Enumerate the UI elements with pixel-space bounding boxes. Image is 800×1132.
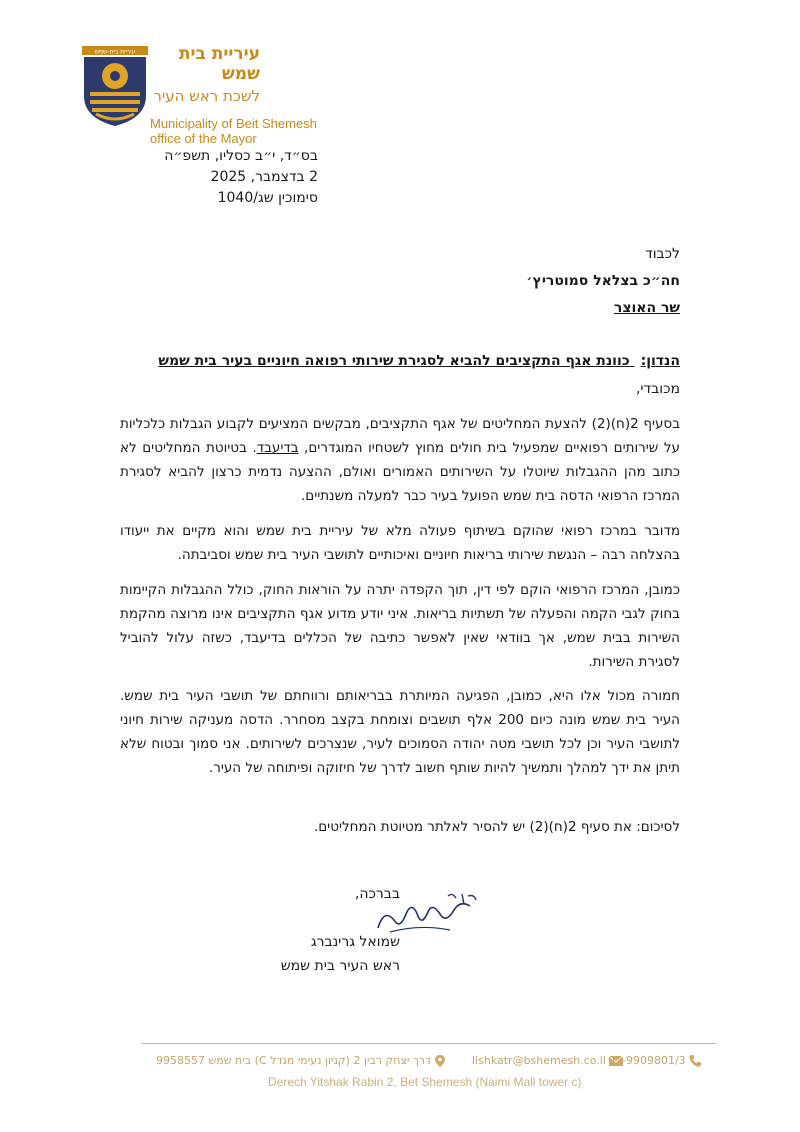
subject-text: כוונת אגף התקציבים להביא לסגירת שירותי רפואה חיוניים בעיר בית שמש bbox=[158, 353, 630, 369]
reference-number: סימוכין שג/1040 bbox=[217, 190, 318, 206]
signature-block bbox=[240, 882, 400, 978]
paragraph-1-start: בסעיף 2(ח)(2) להצעת המחליטים של אגף התקציבים, מבקשים המציעים לקבוע הגבלות כלכליות על שירותים רפואיים שמפעיל בית חולים מחוץ לשטחיו המוגדרים, bbox=[120, 416, 681, 456]
org-subtitle-english: office of the Mayor bbox=[150, 131, 257, 146]
footer-divider bbox=[142, 1043, 716, 1044]
paragraph-1 bbox=[120, 412, 680, 508]
recipient-block bbox=[380, 241, 680, 322]
org-subtitle-hebrew: לשכת ראש העיר bbox=[153, 87, 260, 105]
signer-name: שמואל גרינברג bbox=[310, 934, 400, 950]
org-name-english: Municipality of Beit Shemesh bbox=[150, 116, 317, 131]
paragraph-summary: לסיכום: את סעיף 2(ח)(2) יש להסיר לאלתר מטיוטת המחליטים. bbox=[313, 819, 680, 835]
org-header bbox=[150, 44, 370, 146]
letter-meta bbox=[58, 146, 318, 209]
footer-address-english: Derech Yitshak Rabin 2, Bet Shemesh (Naimi Mall tower c) bbox=[268, 1075, 582, 1089]
paragraph-2: מדובר במרכז רפואי שהוקם בשיתוף פעולה מלא של עיריית בית שמש והוא מקיים את ייעודו בהצלחה רבה – הנגשת שירותי בריאות חיוניים ואיכותיים לתושבי העיר בית שמש וסביבתה. bbox=[120, 523, 680, 563]
footer-address-text: דרך יצחק רבין 2 (קניון נעימי מגדל C) בית שמש 9958557 bbox=[156, 1054, 432, 1067]
hebrew-date: בס״ד, י״ב כסליו, תשפ״ה bbox=[164, 148, 318, 164]
logo-text: עיריית בית-שמש bbox=[94, 48, 136, 56]
greeting: מכובדי, bbox=[635, 381, 680, 397]
footer-email-text[interactable]: lishkatr@bshemesh.co.il bbox=[472, 1054, 606, 1067]
recipient-name: חה״כ בצלאל סמוטריץ׳ bbox=[526, 273, 680, 289]
paragraph-3: כמובן, המרכז הרפואי הוקם לפי דין, תוך הקפדה יתרה על הוראות החוק, כולל ההגבלות הקיימות בחוק לגבי הקמה והפעלה של תשתיות בריאות. איני יודע מדוע אגף התקציבים אינו מרוצה מהקמת השירות בבית שמש, אך בוודאי שאין לאפשר כתיבה של הכללים בדיעבד, כשזה עלול להוביל לסגירת השירות. bbox=[120, 582, 680, 670]
org-name-hebrew: עיריית בית שמש bbox=[178, 44, 260, 84]
footer-contact bbox=[150, 1052, 710, 1072]
recipient-title: שר האוצר bbox=[613, 300, 680, 316]
paragraph-1-underlined: בדיעבד bbox=[256, 440, 299, 456]
municipality-logo-icon bbox=[80, 44, 150, 128]
footer-phone bbox=[608, 1052, 701, 1070]
signer-title: ראש העיר בית שמש bbox=[280, 958, 400, 974]
gregorian-date: 2 בדצמבר, 2025 bbox=[210, 169, 318, 185]
paragraph-4: חמורה מכול אלו היא, כמובן, הפגיעה המיותרת בבריאותם ורווחתם של תושבי העיר בית שמש. העיר בית שמש מונה כיום 200 אלף תושבים וצומחת בקצב מסחרר. הדסה מעניקה שירות חיוני לתושבי העיר וכן לכל תושבי מטה יהודה הסמוכים לעיר, שנצרכים לשירותים. אני סמוך ובטוח שלא תיתן את ידך למהלך ותמשיך להיות שותף חשוב לדרך של חיזוקה ופיתוחה של העיר. bbox=[120, 688, 680, 776]
phone-icon bbox=[689, 1055, 701, 1067]
footer-phone-text[interactable]: 02-9909801/3 bbox=[608, 1054, 686, 1067]
location-pin-icon bbox=[435, 1055, 445, 1067]
paragraph-1-end: . בטיוטת המחליטים לא כתוב מהן ההגבלות שיוטלו על השירותים האמורים ואולם, ההצעה נדמית כרצון להביא לסגירת המרכז הרפואי הדסה בית שמש הפועל בעיר כבר למעלה משנתיים. bbox=[120, 440, 680, 504]
footer-address bbox=[156, 1052, 445, 1070]
subject-label: הנדון: bbox=[640, 353, 680, 369]
recipient-salutation: לכבוד bbox=[645, 246, 680, 262]
footer-email bbox=[472, 1052, 623, 1070]
letter-subject bbox=[120, 353, 680, 369]
signature-closing: בברכה, bbox=[354, 886, 400, 902]
